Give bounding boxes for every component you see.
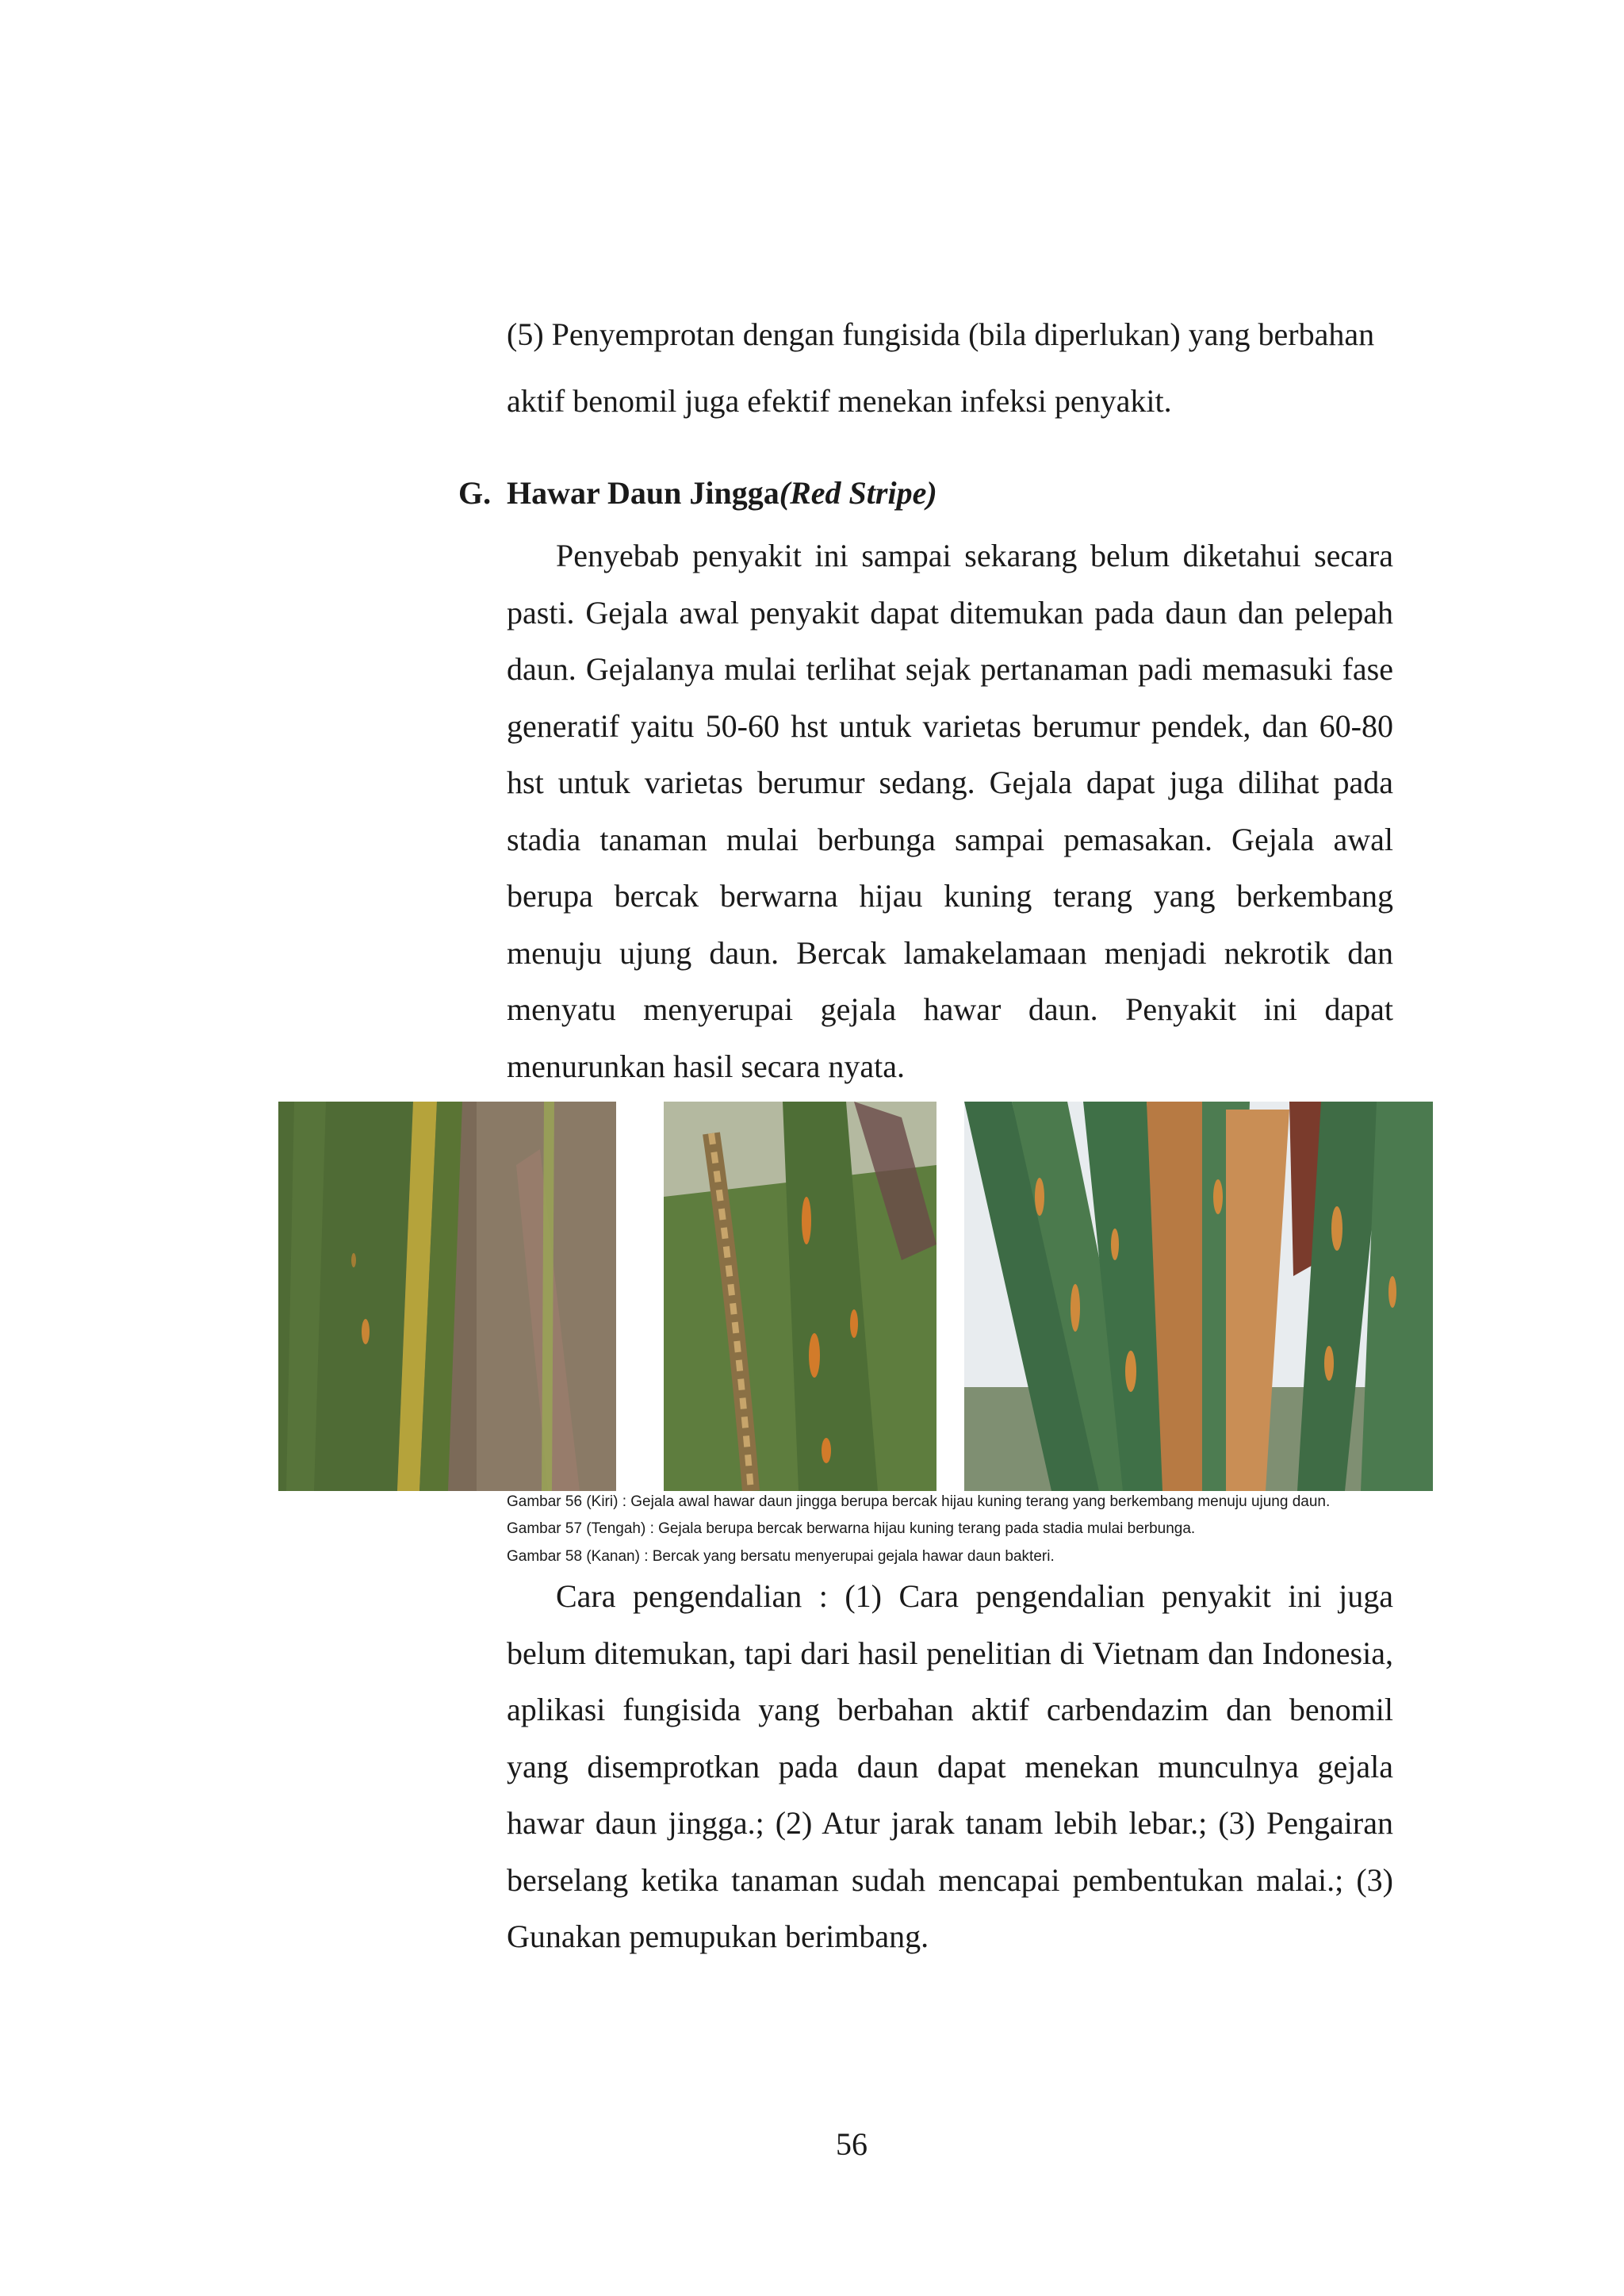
page-number: 56 (836, 2126, 868, 2162)
photo-right-leaves (964, 1102, 1433, 1491)
caption-figure-58: Gambar 58 (Kanan) : Bercak yang bersatu menyerupai gejala hawar daun bakteri. (507, 1548, 1055, 1565)
control-paragraph: Cara pengendalian : (1) Cara pengendalian penyakit ini juga belum ditemukan, tapi dari hasil penelitian di Vietnam dan Indonesia, aplikasi fungisida yang berbahan aktif carbendazim dan benomil yang disemprotkan pada daun dapat menekan munculnya gejala hawar daun jingga.; (2) Atur jarak tanam lebih lebar.; (3) Pengairan berselang ketika tanaman sudah mencapai pembentukan malai.; (3) Gunakan pemupukan berimbang. (507, 1578, 1393, 1954)
section-title: Hawar Daun Jingga (507, 475, 779, 511)
photo-left-leaf (278, 1102, 616, 1491)
photo-middle-panicle (664, 1102, 936, 1491)
section-number: G. (458, 475, 492, 511)
section-heading (458, 474, 937, 512)
body-paragraph: Penyebab penyakit ini sampai sekarang belum diketahui secara pasti. Gejala awal penyakit dapat ditemukan pada daun dan pelepah daun. Gejalanya mulai terlihat sejak pertanaman padi memasuki fase generatif yaitu 50-60 hst untuk varietas berumur pendek, dan 60-80 hst untuk varietas berumur sedang. Gejala dapat juga dilihat pada stadia tanaman mulai berbunga sampai pemasakan. Gejala awal berupa bercak berwarna hijau kuning terang yang berkembang menuju ujung daun. Bercak lamakelamaan menjadi nekrotik dan menyatu menyerupai gejala hawar daun. Penyakit ini dapat menurunkan hasil secara nyata. (507, 538, 1393, 1084)
caption-figure-56: Gambar 56 (Kiri) : Gejala awal hawar daun jingga berupa bercak hijau kuning terang yang berkembang menuju ujung daun. (507, 1493, 1331, 1510)
caption-figure-57: Gambar 57 (Tengah) : Gejala berupa bercak berwarna hijau kuning terang pada stadia mulai berbunga. (507, 1520, 1196, 1537)
section-title-italic: (Red Stripe) (779, 475, 937, 511)
intro-paragraph: (5) Penyemprotan dengan fungisida (bila diperlukan) yang berbahan aktif benomil juga efektif menekan infeksi penyakit. (507, 316, 1375, 419)
